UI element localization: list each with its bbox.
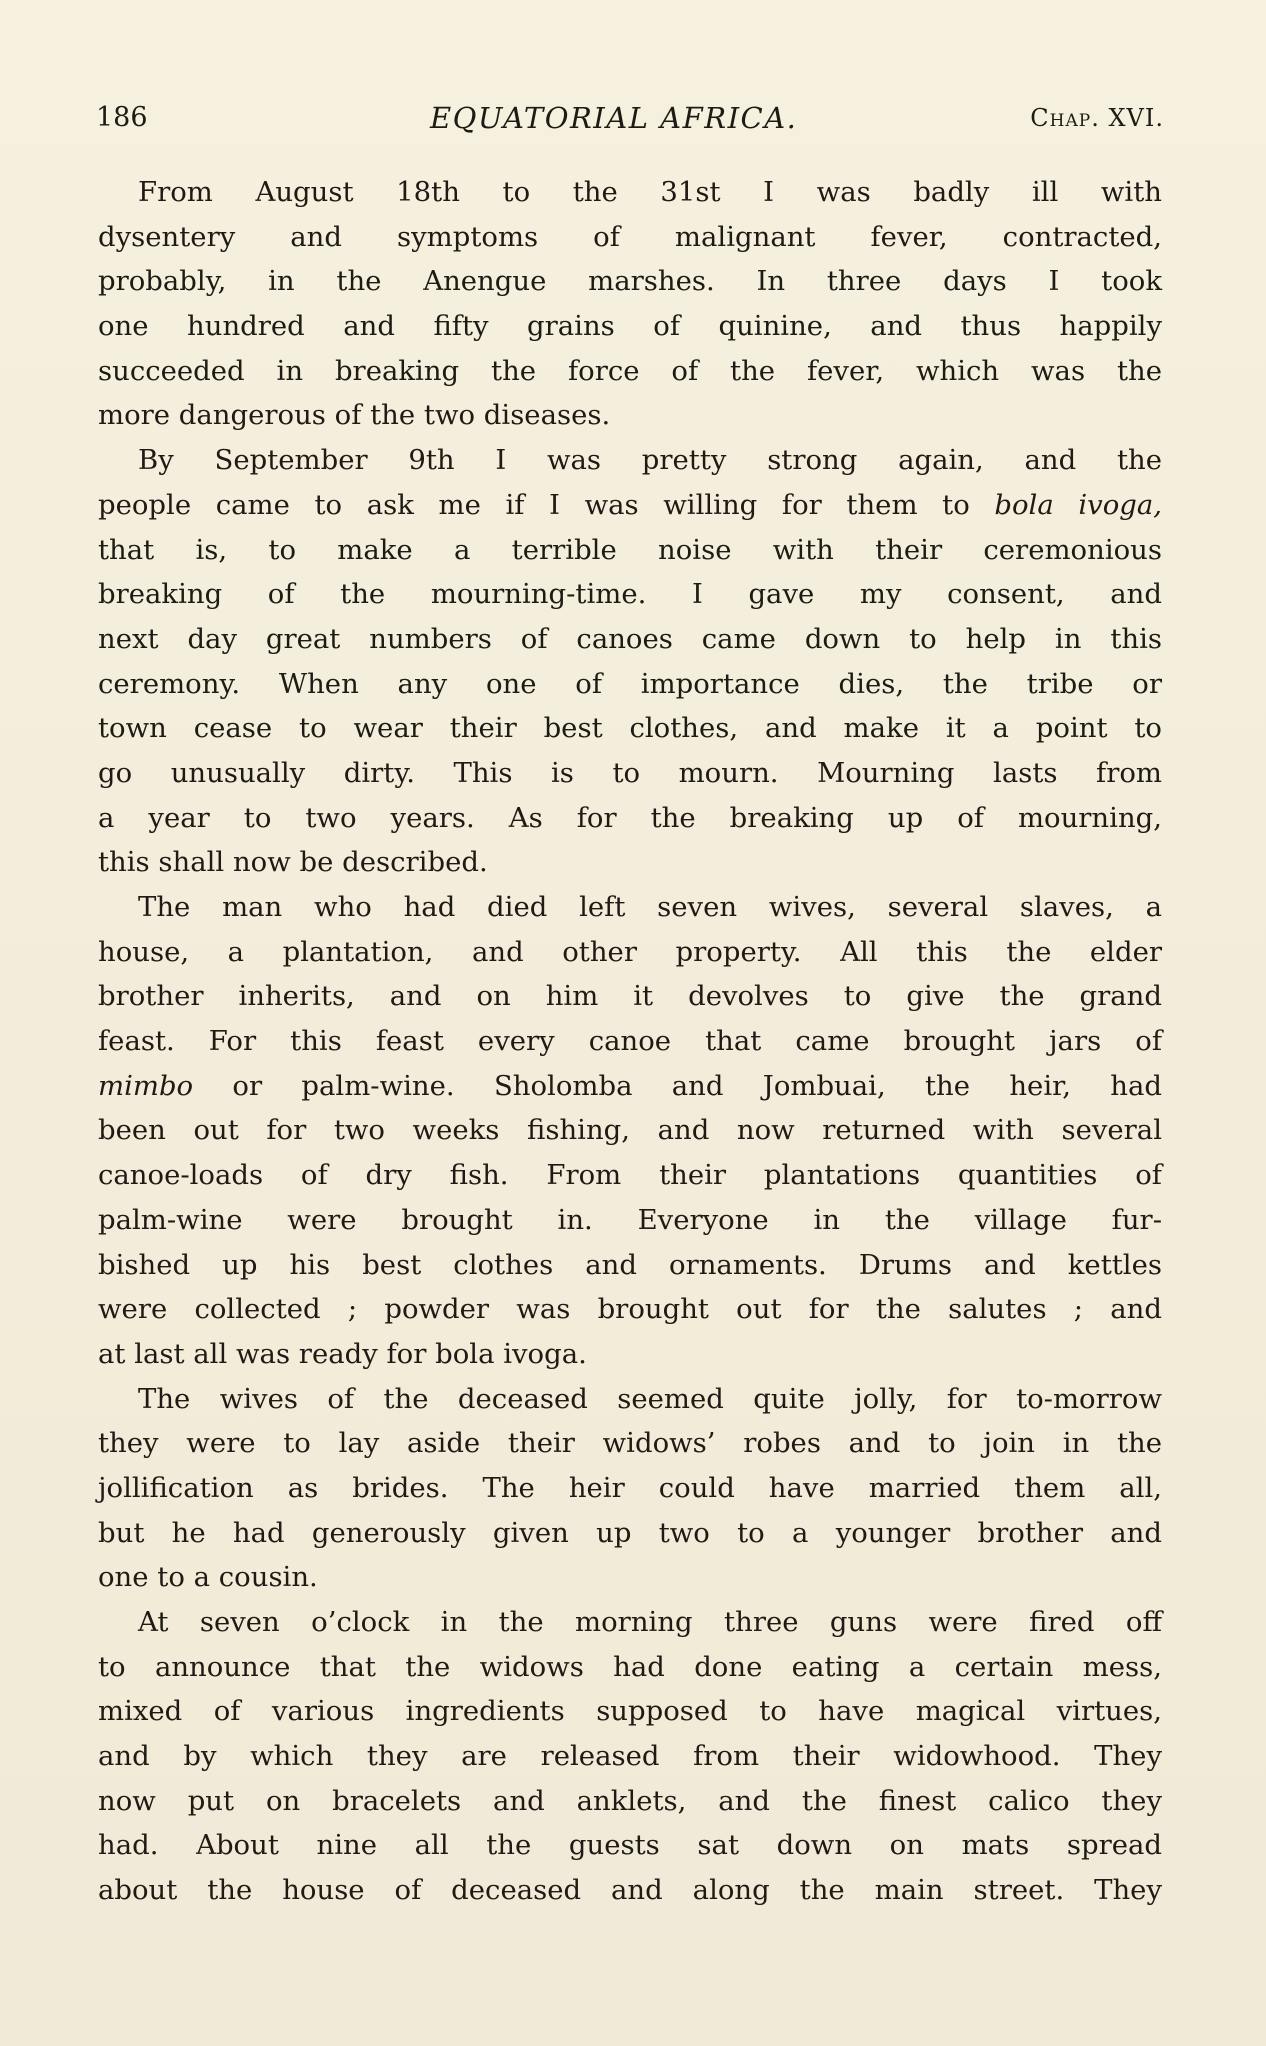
italic-term: mimbo — [98, 1069, 194, 1102]
text-line: jollification as brides. The heir could have married them all, — [98, 1471, 1162, 1504]
text-line: The man who had died left seven wives, several slaves, a — [138, 891, 1162, 923]
text-line: next day great numbers of canoes came down to help in this — [98, 622, 1162, 655]
text-segment: people came to ask me if I was willing for them to — [98, 488, 970, 521]
text-line: to announce that the widows had done eating a certain mess, — [98, 1650, 1162, 1683]
text-line: probably, in the Anengue marshes. In three days I took — [98, 265, 1162, 298]
text-line: From August 18th to the 31st I was badly ill with — [138, 176, 1162, 208]
text-line: about the house of deceased and along the main street. They — [98, 1874, 1162, 1907]
text-line: one to a cousin. — [98, 1561, 318, 1594]
text-line: palm-wine were brought in. Everyone in the village fur- — [98, 1203, 1162, 1236]
text-line: dysentery and symptoms of malignant fever, contracted, — [98, 220, 1162, 253]
text-line: more dangerous of the two diseases. — [98, 399, 611, 432]
text-line: been out for two weeks fishing, and now returned with several — [98, 1114, 1162, 1147]
text-line: ceremony. When any one of importance dies, the tribe or — [98, 667, 1162, 700]
text-line: but he had generously given up two to a younger brother and — [98, 1516, 1162, 1549]
body-text — [98, 170, 1162, 1913]
text-line: at last all was ready for bola ivoga. — [98, 1337, 587, 1370]
text-line: succeeded in breaking the force of the fever, which was the — [98, 354, 1162, 387]
text-line: canoe-loads of dry fish. From their plantations quantities of — [98, 1159, 1162, 1192]
page-number: 186 — [96, 102, 148, 133]
text-line — [98, 483, 1162, 528]
italic-term: bola ivoga, — [994, 488, 1162, 521]
text-line: had. About nine all the guests sat down on mats spread — [98, 1829, 1162, 1862]
running-head — [96, 96, 1164, 140]
text-line: a year to two years. As for the breaking up of mourning, — [98, 801, 1162, 834]
text-line: go unusually dirty. This is to mourn. Mourning lasts from — [98, 756, 1162, 789]
text-line: breaking of the mourning-time. I gave my consent, and — [98, 578, 1162, 611]
chapter-label: Chap. XVI. — [1030, 104, 1164, 132]
text-line: that is, to make a terrible noise with their ceremonious — [98, 533, 1162, 566]
book-title: EQUATORIAL AFRICA. — [430, 101, 798, 135]
text-line: At seven o’clock in the morning three guns were fired off — [138, 1606, 1162, 1638]
text-line: bished up his best clothes and ornaments. Drums and kettles — [98, 1248, 1162, 1281]
text-line: one hundred and fifty grains of quinine, and thus happily — [98, 310, 1162, 343]
text-line: were collected ; powder was brought out for the salutes ; and — [98, 1293, 1162, 1326]
text-line: brother inherits, and on him it devolves to give the grand — [98, 980, 1162, 1013]
text-line — [98, 1064, 1162, 1109]
text-line: this shall now be described. — [98, 846, 488, 879]
text-line: they were to lay aside their widows’ robes and to join in the — [98, 1427, 1162, 1460]
text-line: house, a plantation, and other property. All this the elder — [98, 935, 1162, 968]
text-line: and by which they are released from their widowhood. They — [98, 1740, 1162, 1773]
text-segment: or palm-wine. Sholomba and Jombuai, the heir, had — [232, 1069, 1162, 1102]
text-line: now put on bracelets and anklets, and the finest calico they — [98, 1784, 1162, 1817]
text-line: The wives of the deceased seemed quite jolly, for to-morrow — [138, 1382, 1162, 1415]
text-line: mixed of various ingredients supposed to have magical virtues, — [98, 1695, 1162, 1728]
text-line: town cease to wear their best clothes, and make it a point to — [98, 712, 1162, 745]
text-line: feast. For this feast every canoe that came brought jars of — [98, 1025, 1162, 1058]
text-line: By September 9th I was pretty strong again, and the — [138, 444, 1162, 477]
